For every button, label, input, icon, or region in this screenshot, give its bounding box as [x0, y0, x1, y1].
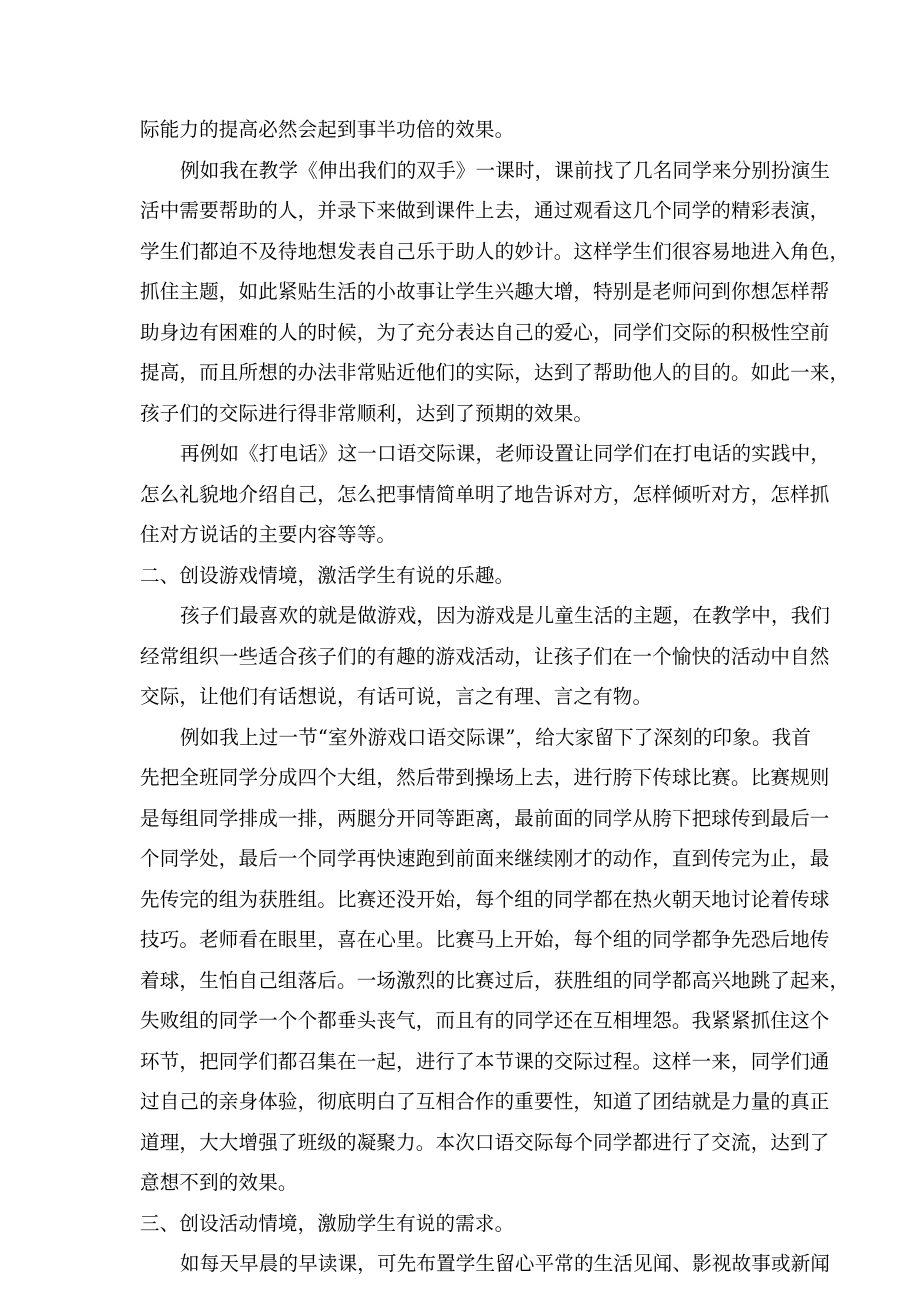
- text-line: 技巧。老师看在眼里，喜在心里。比赛马上开始，每个组的同学都争先恐后地传: [140, 928, 830, 951]
- text-line: 抓住主题，如此紧贴生活的小故事让学生兴趣大增，特别是老师问到你想怎样帮: [140, 280, 830, 303]
- text-line: 二、创设游戏情境，激活学生有说的乐趣。: [140, 563, 515, 587]
- text-line: 例如我在教学《伸出我们的双手》一课时，课前找了几名同学来分别扮演生: [180, 158, 831, 182]
- text-line: 意想不到的效果。: [140, 1171, 298, 1194]
- text-line: 交际，让他们有话想说，有话可说，言之有理、言之有物。: [140, 685, 653, 708]
- text-line: 再例如《打电话》这一口语交际课，老师设置让同学们在打电话的实践中，: [180, 442, 831, 465]
- text-line: 先把全班同学分成四个大组，然后带到操场上去，进行胯下传球比赛。比赛规则: [140, 766, 830, 789]
- text-line: 先传完的组为获胜组。比赛还没开始，每个组的同学都在热火朝天地讨论着传球: [140, 887, 830, 911]
- text-line: 道理，大大增强了班级的凝聚力。本次口语交际每个同学都进行了交流，达到了: [140, 1130, 830, 1154]
- text-line: 例如我上过一节“室外游戏口语交际课”，给大家留下了深刻的印象。我首: [180, 725, 812, 749]
- text-line: 着球，生怕自己组落后。一场激烈的比赛过后，获胜组的同学都高兴地跳了起来，: [140, 968, 850, 992]
- text-line: 孩子们最喜欢的就是做游戏，因为游戏是儿童生活的主题，在教学中，我们: [180, 604, 831, 627]
- text-line: 过自己的亲身体验，彻底明白了互相合作的重要性，知道了团结就是力量的真正: [140, 1090, 830, 1113]
- text-line: 经常组织一些适合孩子们的有趣的游戏活动，让孩子们在一个愉快的活动中自然: [140, 644, 830, 668]
- text-line: 提高，而且所想的办法非常贴近他们的实际，达到了帮助他人的目的。如此一来，: [140, 361, 850, 384]
- text-line: 学生们都迫不及待地想发表自己乐于助人的妙计。这样学生们很容易地进入角色，: [140, 239, 850, 263]
- text-line: 住对方说话的主要内容等等。: [140, 523, 397, 546]
- text-line: 助身边有困难的人的时候，为了充分表达自己的爱心，同学们交际的积极性空前: [140, 320, 830, 344]
- text-line: 如每天早晨的早读课，可先布置学生留心平常的生活见闻、影视故事或新闻: [180, 1252, 831, 1275]
- text-line: 孩子们的交际进行得非常顺利，达到了预期的效果。: [140, 401, 594, 425]
- text-line: 是每组同学排成一排，两腿分开同等距离，最前面的同学从胯下把球传到最后一: [140, 806, 830, 830]
- text-line: 三、创设活动情境，激励学生有说的需求。: [140, 1211, 515, 1235]
- text-line: 个同学处，最后一个同学再快速跑到前面来继续刚才的动作，直到传完为止，最: [140, 847, 830, 870]
- text-line: 活中需要帮助的人，并录下来做到课件上去，通过观看这几个同学的精彩表演，: [140, 199, 830, 222]
- text-line: 怎么礼貌地介绍自己，怎么把事情简单明了地告诉对方，怎样倾听对方，怎样抓: [140, 482, 830, 506]
- text-line: 失败组的同学一个个都垂头丧气，而且有的同学还在互相埋怨。我紧紧抓住这个: [140, 1009, 830, 1032]
- text-line: 际能力的提高必然会起到事半功倍的效果。: [140, 118, 515, 141]
- text-line: 环节，把同学们都召集在一起，进行了本节课的交际过程。这样一来，同学们通: [140, 1049, 830, 1073]
